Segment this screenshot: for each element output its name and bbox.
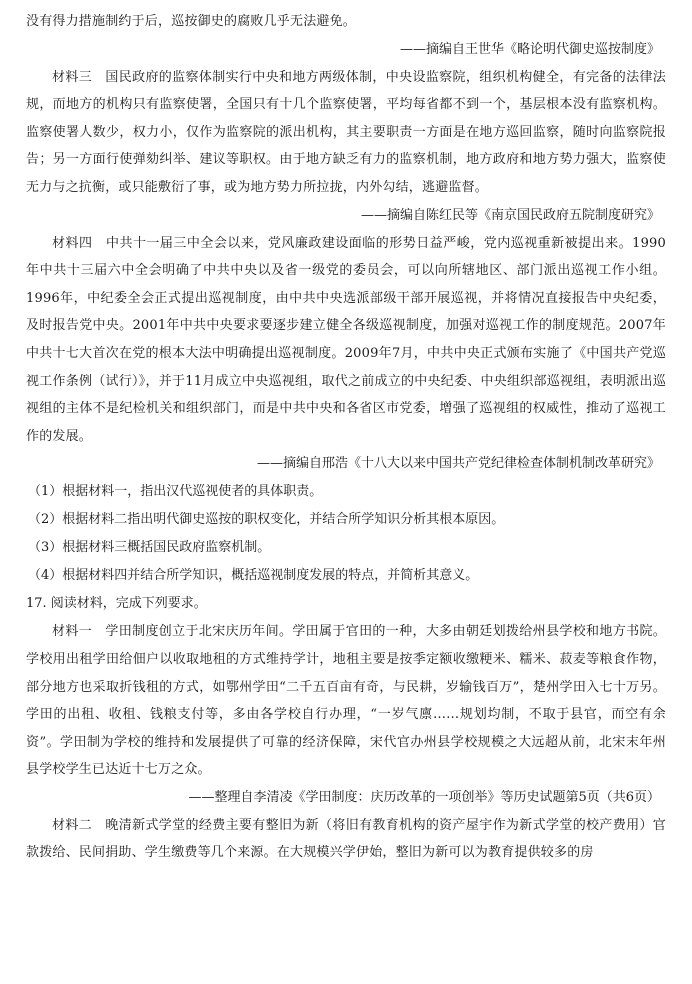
material-four-paragraph: 材料四 中共十一届三中全会以来，党风廉政建设面临的形势日益严峻，党内巡视重新被提出来。1990年中共十三届六中全会明确了中共中央以及省一级党的委员会，可以向所辖地区、部门派出巡视工作小组。1996年，中纪委全会正式提出巡视制度，由中共中央选派部级干部开展巡视，并将情况直接报告中央纪委，及时报告党中央。2001年中共中央要求要逐步建立健全各级巡视制度，加强对巡视工作的制度规范。2007年中共十七大首次在党的根本大法中明确提出巡视制度。2009年7月，中共中央正式颁布实施了《中国共产党巡视工作条例（试行）》，并于11月成立中央巡视组，取代之前成立的中央纪委、中央组织部巡视组，表明派出巡视组的主体不是纪检机关和组织部门，而是中共中央和各省区市党委，增强了巡视组的权威性，推动了巡视工作的发展。 <box>26 235 666 444</box>
source-citation: ——摘编自陈红民等《南京国民政府五院制度研究》 <box>360 207 660 223</box>
question-item: （3）根据材料三概括国民政府监察机制。 <box>28 540 271 556</box>
paragraph: 没有得力措施制约于后，巡按御史的腐败几乎无法避免。 <box>26 14 357 29</box>
material-two-paragraph: 材料二 晚清新式学堂的经费主要有整旧为新（将旧有教育机构的资产屋宇作为新式学堂的校产费用）官款拨给、民间捐助、学生缴费等几个来源。在大规模兴学伊始，整旧为新可以为教育提供较多的房 <box>26 817 666 861</box>
question-item: （2）根据材料二指出明代御史巡按的职权变化，并结合所学知识分析其根本原因。 <box>28 512 505 528</box>
material-one-paragraph: 材料一 学田制度创立于北宋庆历年间。学田属于官田的一种，大多由朝廷划拨给州县学校和地方书院。学校用出租学田给佃户以收取地租的方式维持学计，地租主要是按季定额收缴粳米、糯米、菽麦等粮食作物，部分地方也采取折钱租的方式，如鄂州学田“二千五百亩有奇，与民耕，岁输钱百万”，楚州学田入七十万另。学田的出租、收租、钱粮支付等，多由各学校自行办理，“一岁气廪……规划均制，不取于县官，而空有余资”。学田制为学校的维持和发展提供了可靠的经济保障，宋代官办州县学校规模之大远超从前，北宋末年州县学校学生已达近十七万之众。 <box>26 624 666 778</box>
source-citation: ——整理自李清凌《学田制度：庆历改革的一项创举》等历史试题第5页（共6页） <box>188 789 660 805</box>
question-item: （1）根据材料一，指出汉代巡视使者的具体职责。 <box>28 484 323 500</box>
source-citation: ——摘编自王世华《略论明代御史巡按制度》 <box>399 41 660 57</box>
question-item: （4）根据材料四并结合所学知识，概括巡视制度发展的特点，并简析其意义。 <box>28 568 479 584</box>
question-heading: 17. 阅读材料，完成下列要求。 <box>26 596 207 612</box>
material-three-paragraph: 材料三 国民政府的监察体制实行中央和地方两级体制，中央设监察院，组织机构健全，有完备的法律法规，而地方的机构只有监察使署，全国只有十几个监察使署，平均每省都不到一个，基层根本没有监察机构。监察使署人数少，权力小，仅作为监察院的派出机构，其主要职责一方面是在地方巡回监察，随时向监察院报告；另一方面行使弹劾纠举、建议等职权。由于地方缺乏有力的监察机制，地方政府和地方势力强大，监察使无力与之抗衡，或只能敷衍了事，或为地方势力所拉拢，内外勾结，逃避监督。 <box>26 69 666 195</box>
source-citation: ——摘编自邢浩《十八大以来中国共产党纪律检查体制机制改革研究》 <box>256 456 660 472</box>
